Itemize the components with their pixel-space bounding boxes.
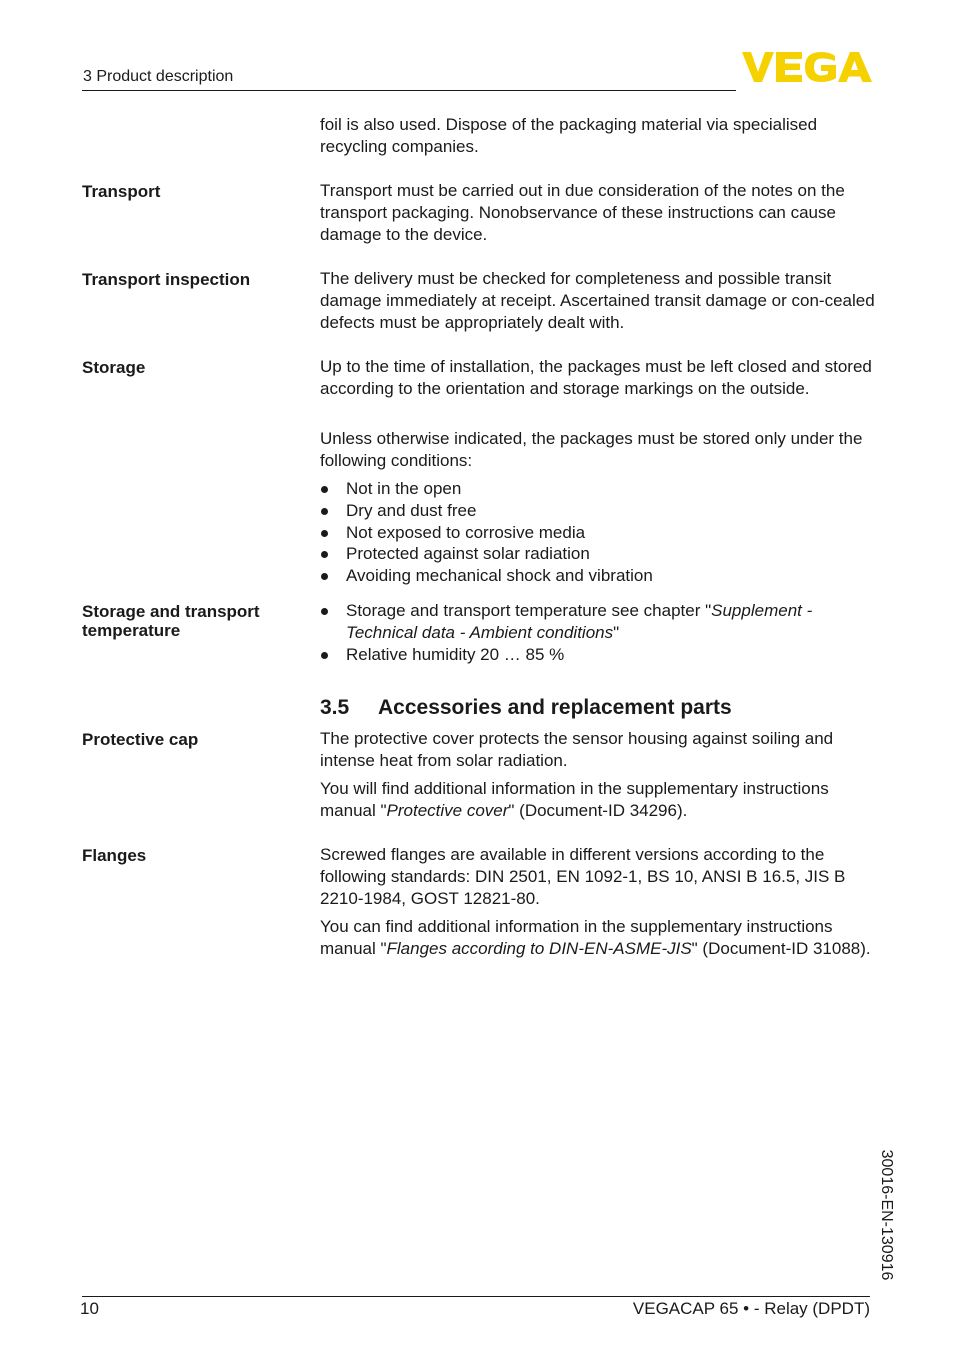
intro-paragraph: foil is also used. Dispose of the packaging material via specialised recycling companies. [320,115,818,156]
storage-temperature-list [320,600,875,665]
list-item: Not exposed to corrosive media [320,522,875,544]
storage-paragraph-1: Up to the time of installation, the packages must be left closed and stored according to the orientation and storage markings on the outside. [320,357,872,398]
bullet-icon [321,508,328,515]
list-item: Relative humidity 20 … 85 % [320,644,875,666]
protective-cap-paragraph-2: You will find additional information in the supplementary instructions manual "Protective cover" (Document-ID 34296). [320,779,829,820]
protective-cap-paragraph-1: The protective cover protects the sensor housing against soiling and intense heat from solar radiation. [320,729,834,770]
bullet-icon [321,486,328,493]
transport-inspection-label: Transport inspection [82,270,251,289]
header-rule [82,90,736,91]
list-item: Storage and transport temperature see chapter "Supplement - Technical data - Ambient conditions" [320,600,875,644]
flanges-paragraph-1: Screwed flanges are available in different versions according to the following standards: DIN 2501, EN 1092-1, BS 10, ANSI B 16.5, JIS B 2210-1984, GOST 12821-80. [320,845,846,908]
transport-paragraph: Transport must be carried out in due consideration of the notes on the transport packaging. Nonobservance of these instructions can cause damage to the device. [320,181,845,244]
page-number: 10 [80,1299,99,1318]
section-title: Accessories and replacement parts [378,696,732,719]
document-code: 30016-EN-130916 [878,1149,895,1281]
bullet-icon [321,608,328,615]
transport-inspection-paragraph: The delivery must be checked for completeness and possible transit damage immediately at receipt. Ascertained transit damage or con-cealed defects must be appropriately dealt with. [320,269,875,332]
list-item: Avoiding mechanical shock and vibration [320,565,875,587]
transport-label: Transport [82,182,161,201]
storage-temperature-label: Storage and transport temperature [82,602,260,640]
section-heading [320,696,732,720]
footer-product: VEGACAP 65 • - Relay (DPDT) [632,1299,870,1318]
flanges-paragraph-2: You can find additional information in the supplementary instructions manual "Flanges according to DIN-EN-ASME-JIS" (Document-ID 31088). [320,917,871,958]
vega-logo [742,52,872,82]
bullet-icon [321,573,328,580]
list-item: Dry and dust free [320,500,875,522]
storage-label: Storage [82,358,146,377]
protective-cap-label: Protective cap [82,730,199,749]
footer-rule [82,1296,870,1297]
bullet-icon [321,652,328,659]
list-item: Not in the open [320,478,875,500]
bullet-icon [321,551,328,558]
section-number: 3.5 [320,696,350,719]
flanges-label: Flanges [82,846,147,865]
list-item: Protected against solar radiation [320,543,875,565]
bullet-icon [321,530,328,537]
running-header: 3 Product description [83,68,234,85]
storage-conditions-list [320,478,875,587]
storage-paragraph-2: Unless otherwise indicated, the packages must be stored only under the following conditions: [320,429,863,470]
